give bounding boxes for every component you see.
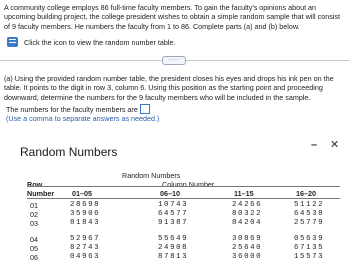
table-rule	[27, 186, 340, 187]
table-cell: 04963	[70, 253, 101, 261]
table-cell: 28698	[70, 201, 101, 209]
row-number-header: Number	[27, 189, 55, 198]
table-cell: 51122	[294, 201, 325, 209]
table-cell: 84204	[232, 219, 263, 227]
expand-button[interactable]: ·····	[162, 56, 186, 65]
column-header: 06–10	[160, 189, 180, 198]
row-label: 03	[30, 219, 38, 228]
column-header: 11–15	[234, 189, 254, 198]
table-cell: 10743	[158, 201, 189, 209]
answer-line	[6, 104, 150, 114]
row-label: 01	[30, 201, 38, 210]
column-header: 16–20	[296, 189, 316, 198]
answer-prompt: The numbers for the faculty members are	[6, 104, 138, 114]
problem-statement: A community college employs 86 full-time faculty members. To gain the faculty's opinions about an upcoming building project, the college president wishes to obtain a simple random sample that will consist of 9 faculty members. He numbers the faculty from 1 to 86. Complete parts (a) and (b) below.	[4, 3, 340, 31]
table-title: Random Numbers	[122, 171, 181, 180]
table-cell: 35906	[70, 210, 101, 218]
table-rule	[27, 198, 340, 199]
answer-hint: (Use a comma to separate answers as needed.)	[6, 114, 160, 123]
table-icon[interactable]	[7, 37, 18, 47]
table-cell: 64538	[294, 210, 325, 218]
column-header: 01–05	[72, 189, 92, 198]
table-cell: 25640	[232, 244, 263, 252]
column-number-label: Column Number	[162, 180, 215, 189]
table-cell: 52967	[70, 235, 101, 243]
view-table-label: Click the icon to view the random number table.	[24, 37, 176, 47]
table-cell: 91387	[158, 219, 189, 227]
table-cell: 55649	[158, 235, 189, 243]
table-cell: 30869	[232, 235, 263, 243]
table-cell: 80322	[232, 210, 263, 218]
row-label: 04	[30, 235, 38, 244]
view-table-link[interactable]	[7, 36, 175, 48]
table-cell: 05639	[294, 235, 325, 243]
table-cell: 82743	[70, 244, 101, 252]
popup-title: Random Numbers	[20, 145, 118, 159]
row-header-label: Row	[27, 180, 43, 189]
minimize-button[interactable]: –	[311, 139, 318, 151]
row-label: 05	[30, 244, 38, 253]
close-icon[interactable]: ✕	[330, 139, 340, 151]
table-cell: 67135	[294, 244, 325, 252]
table-cell: 81843	[70, 219, 101, 227]
row-label: 06	[30, 253, 38, 262]
table-cell: 25779	[294, 219, 325, 227]
part-a-question: (a) Using the provided random number table, the president closes his eyes and drops his ink pen on the table. It points to the digit in row 3, column 6. Using this position as the starting point and proceeding downward, determine the numbers for the 9 faculty members who will be included in the sample.	[4, 74, 334, 102]
table-cell: 87813	[158, 253, 189, 261]
row-label: 02	[30, 210, 38, 219]
table-cell: 24266	[232, 201, 263, 209]
answer-input[interactable]	[140, 104, 150, 114]
table-cell: 36000	[232, 253, 263, 261]
table-cell: 15573	[294, 253, 325, 261]
table-cell: 24908	[158, 244, 189, 252]
table-cell: 64577	[158, 210, 189, 218]
